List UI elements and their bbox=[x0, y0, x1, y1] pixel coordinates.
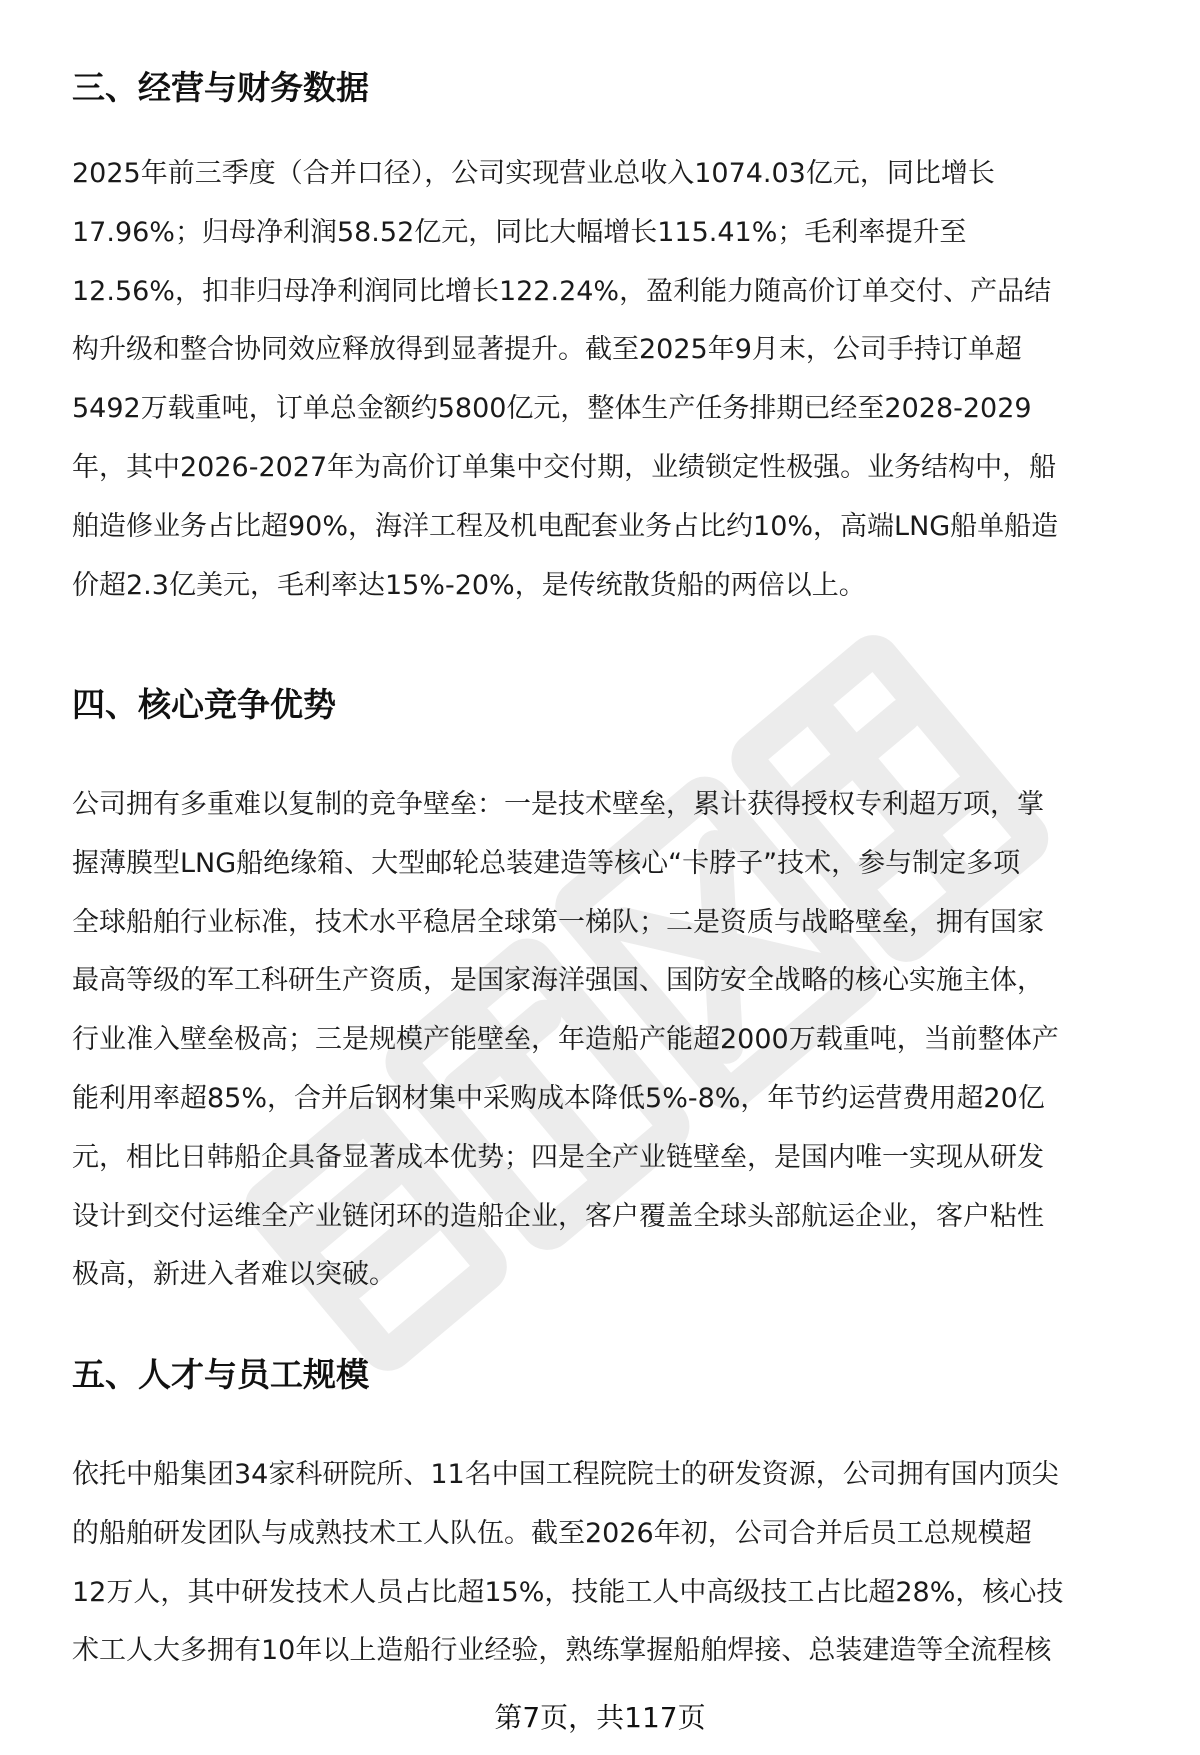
paragraph-finance bbox=[72, 145, 1058, 615]
text-line: 公司拥有多重难以复制的竞争壁垒：一是技术壁垒，累计获得授权专利超万项，掌 bbox=[72, 789, 1044, 820]
text-line: 设计到交付运维全产业链闭环的造船企业，客户覆盖全球头部航运企业，客户粘性 bbox=[72, 1200, 1044, 1232]
text-line: 元，相比日韩船企具备显著成本优势；四是全产业链壁垒，是国内唯一实现从研发 bbox=[72, 1141, 1044, 1173]
text-line: 12.56%，扣非归母净利润同比增长122.24%，盈利能力随高价订单交付、产品结 bbox=[72, 275, 1052, 307]
text-line: 年，其中2026-2027年为高价订单集中交付期，业绩锁定性极强。业务结构中，船 bbox=[72, 451, 1057, 483]
text-line: 5492万载重吨，订单总金额约5800亿元，整体生产任务排期已经至2028-2029 bbox=[72, 393, 1032, 425]
text-line: 能利用率超85%，合并后钢材集中采购成本降低5%-8%，年节约运营费用超20亿 bbox=[72, 1082, 1045, 1114]
paragraph-competitive-advantage bbox=[72, 776, 1059, 1305]
text-line: 12万人，其中研发技术人员占比超15%，技能工人中高级技工占比超28%，核心技 bbox=[72, 1576, 1064, 1608]
text-line: 行业准入壁垒极高；三是规模产能壁垒，年造船产能超2000万载重吨，当前整体产 bbox=[72, 1024, 1059, 1056]
text-line: 构升级和整合协同效应释放得到显著提升。截至2025年9月末，公司手持订单超 bbox=[72, 334, 1022, 366]
text-line: 极高，新进入者难以突破。 bbox=[72, 1259, 396, 1291]
text-line: 价超2.3亿美元，毛利率达15%-20%，是传统散货船的两倍以上。 bbox=[72, 569, 866, 601]
page-number: 第7页，共117页 bbox=[494, 1701, 706, 1734]
text-line: 舶造修业务占比超90%，海洋工程及机电配套业务占比约10%，高端LNG船单船造 bbox=[72, 510, 1059, 542]
text-line: 17.96%；归母净利润58.52亿元，同比大幅增长115.41%；毛利率提升至 bbox=[72, 216, 967, 248]
paragraph-talent bbox=[72, 1446, 1063, 1681]
text-line: 依托中船集团34家科研院所、11名中国工程院院士的研发资源，公司拥有国内顶尖 bbox=[72, 1459, 1059, 1490]
text-line: 握薄膜型LNG船绝缘箱、大型邮轮总装建造等核心“卡脖子”技术，参与制定多项 bbox=[72, 847, 1021, 879]
text-line: 术工人大多拥有10年以上造船行业经验，熟练掌握船舶焊接、总装建造等全流程核 bbox=[72, 1635, 1052, 1667]
section-heading-finance: 三、经营与财务数据 bbox=[72, 68, 369, 107]
section-heading-talent: 五、人才与员工规模 bbox=[72, 1355, 369, 1394]
text-line: 全球船舶行业标准，技术水平稳居全球第一梯队；二是资质与战略壁垒，拥有国家 bbox=[72, 906, 1044, 938]
text-line: 的船舶研发团队与成熟技术工人队伍。截至2026年初，公司合并后员工总规模超 bbox=[72, 1517, 1032, 1549]
section-heading-competitive-advantage: 四、核心竞争优势 bbox=[72, 685, 336, 724]
text-line: 2025年前三季度（合并口径），公司实现营业总收入1074.03亿元，同比增长 bbox=[72, 158, 995, 189]
text-line: 最高等级的军工科研生产资质，是国家海洋强国、国防安全战略的核心实施主体， bbox=[72, 965, 1044, 997]
